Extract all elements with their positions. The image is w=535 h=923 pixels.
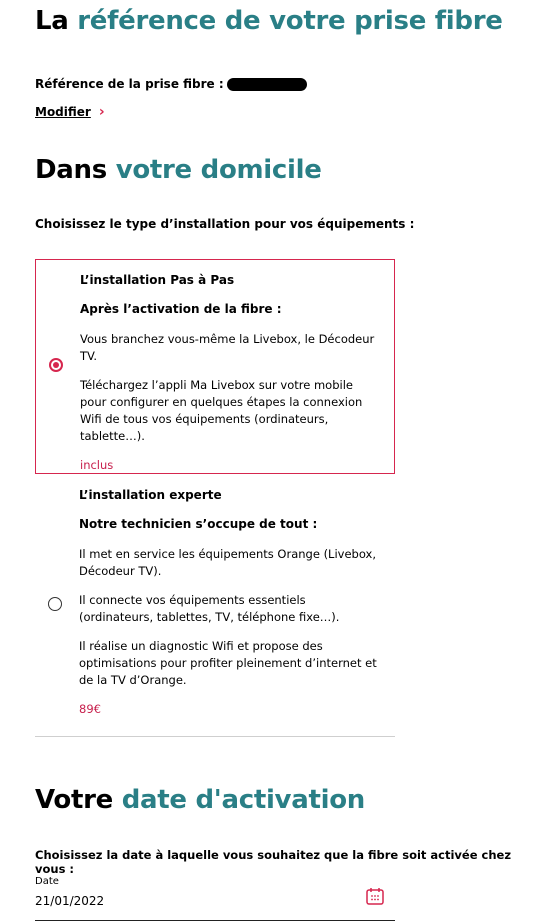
option-price: inclus: [80, 458, 114, 472]
option-title: L’installation Pas à Pas: [80, 273, 235, 287]
modify-link[interactable]: [35, 105, 105, 119]
date-field[interactable]: [35, 876, 395, 921]
activation-instruction: Choisissez la date à laquelle vous souhaitez que la fibre soit activée chez vous :: [35, 848, 512, 876]
option-subtitle: Après l’activation de la fibre :: [80, 302, 282, 316]
activation-title-plain: Votre: [35, 785, 113, 815]
radio-experte[interactable]: [48, 597, 62, 611]
date-value[interactable]: 21/01/2022: [35, 894, 105, 908]
installation-instruction: Choisissez le type d’installation pour vos équipements :: [35, 217, 415, 231]
fiber-reference-label: Référence de la prise fibre :: [35, 77, 224, 91]
option-pas-a-pas-body: [80, 272, 380, 474]
option-paragraph: Vous branchez vous-même la Livebox, le Décodeur TV.: [80, 332, 375, 363]
option-paragraph: Il connecte vos équipements essentiels (ordinateurs, tablettes, TV, téléphone fixe…).: [79, 593, 340, 624]
option-paragraph: Il met en service les équipements Orange (Livebox, Décodeur TV).: [79, 547, 376, 578]
reference-section-title: [35, 6, 503, 36]
reference-title-accent: référence de votre prise fibre: [77, 6, 503, 36]
fiber-reference-redacted: [227, 78, 307, 91]
option-paragraph: Il réalise un diagnostic Wifi et propose des optimisations pour profiter pleinement d’internet et de la TV d’Orange.: [79, 639, 377, 687]
home-title-accent: votre domicile: [115, 155, 322, 185]
date-label: Date: [35, 876, 59, 887]
reference-title-plain: La: [35, 6, 69, 36]
installation-option-experte[interactable]: [35, 480, 395, 737]
option-price: 89€: [79, 702, 101, 716]
chevron-right-icon: ›: [98, 104, 105, 120]
option-experte-body: [79, 487, 379, 718]
home-section-title: [35, 155, 322, 185]
activation-section-title: [35, 785, 365, 815]
option-title: L’installation experte: [79, 488, 222, 502]
calendar-icon[interactable]: [365, 886, 385, 906]
option-paragraph: Téléchargez l’appli Ma Livebox sur votre mobile pour configurer en quelques étapes la connexion Wifi de tous vos équipements (ordinateurs, tablette…).: [80, 378, 363, 443]
option-subtitle: Notre technicien s’occupe de tout :: [79, 517, 318, 531]
activation-title-accent: date d'activation: [121, 785, 365, 815]
fiber-reference-line: [35, 77, 307, 91]
radio-pas-a-pas[interactable]: [49, 358, 63, 372]
home-title-plain: Dans: [35, 155, 107, 185]
installation-option-pas-a-pas[interactable]: [35, 259, 395, 474]
modify-label[interactable]: Modifier: [35, 105, 91, 119]
